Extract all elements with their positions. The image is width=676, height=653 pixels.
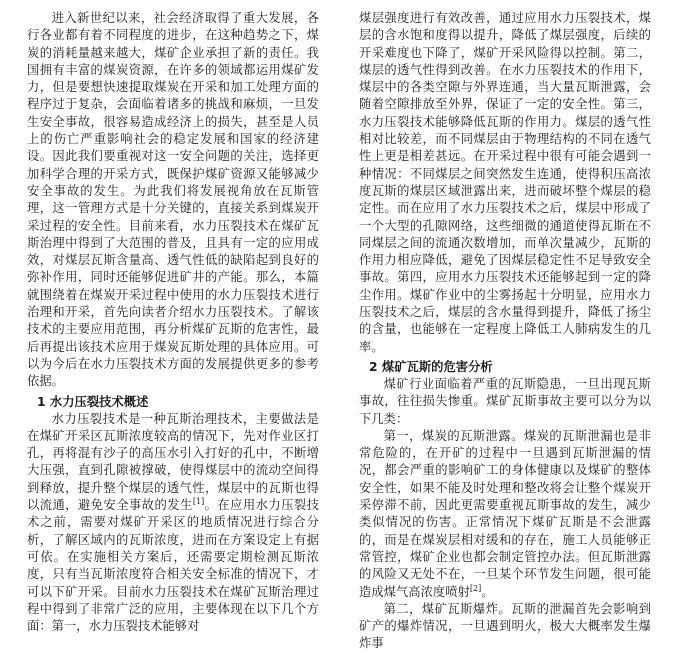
section-1-text-a: 水力压裂技术是一种瓦斯治理技术，主要做法是在煤矿开采区瓦斯浓度较高的情况下，先对作业区打孔，再将混有沙子的高压水引入打好的孔中，不断增大压强，直到孔隙被撑破，使得煤层中的流动空间得到释放，提升整个煤层的透气性，煤层中的瓦斯也得以流通，避免安全事故的发生 <box>27 411 319 513</box>
continued-paragraph: 煤层强度进行有效改善，通过应用水力压裂技术，煤层的含水饱和度得以提升，降低了煤层强度，后续的开采难度也下降了，煤矿开采风险得以控制。第二，煤层的透气性得到改善。在水力压裂技术的作用下，煤层中的各类空隙与外界连通，当大量瓦斯泄露，会随着空隙排放至外界，保证了一定的安全性。第三，水力压裂技术能够降低瓦斯的作用力。煤层的透气性相对比较差，而不同煤层由于物理结构的不同在透气性上更是相差甚远。在开采过程中很有可能会遇到一种情况：不同煤层之间突然发生连通，使得积压高浓度瓦斯的煤层区域泄露出来，进而破坏整个煤层的稳定性。而在应用了水力压裂技术之后，煤层中形成了一个大型的孔隙网络，这些细微的通道使得瓦斯在不同煤层之间的流通次数增加，而单次量减少，瓦斯的作用力相应降低，避免了因煤层稳定性不足导致安全事故。第四，应用水力压裂技术还能够起到一定的降尘作用。煤矿作业中的尘雾扬起十分明显，应用水力压裂技术之后，煤层的含水量得到提升，降低了扬尘的含量，也能够在一定程度上降低工人肺病发生的几率。 <box>359 11 651 354</box>
left-column <box>27 10 319 635</box>
intro-paragraph: 进入新世纪以来，社会经济取得了重大发展，各行各业都有着不同程度的进步，在这种趋势之下，煤炭的消耗量越来越大，煤矿企业承担了新的责任。我国拥有丰富的煤炭资源，在许多的领域都运用煤矿发力，但是要想快速提取煤炭在开采和加工处理方面的程序过于复杂，会面临着诸多的挑战和麻烦，一旦发生安全事故，很容易造成经济上的损失，甚至是人员上的伤亡严重影响社会的稳定发展和国家的经济建设。因此我们要重视对这一安全问题的关注，选择更加科学合理的开采方式，既保护煤矿资源又能够减少安全事故的发生。为此我们将发展视角放在瓦斯管理，这一管理方式是十分关键的，直接关系到煤炭开采过程的安全性。目前来看，水力压裂技术在煤矿瓦斯治理中得到了大范围的普及，且具有一定的应用成效，对煤层瓦斯含量高、透气性低的缺陷起到良好的弥补作用，同时还能够促进矿井的产能。那么，本篇就围绕着在煤炭开采过程中使用的水力压裂技术进行治理和开采，首先向读者介绍水力压裂技术。了解该技术的主要应用范围，再分析煤矿瓦斯的危害性，最后再提出该技术应用于煤炭瓦斯处理的具体应用。可以为今后在水力压裂技术方面的发展提供更多的参考依据。 <box>27 11 319 389</box>
section-1-paragraph <box>27 411 319 636</box>
section-2-intro: 煤矿行业面临着严重的瓦斯隐患，一旦出现瓦斯事故，往往损失惨重。煤矿瓦斯事故主要可以分为以下几类： <box>359 376 651 426</box>
section-1-text-b: 。在应用水力压裂技术之前，需要对煤矿开采区的地质情况进行综合分析，了解区域内的瓦斯浓度，进而在方案设定上有据可依。在实施相关方案后，还需要定期检测瓦斯浓度，只有当瓦斯浓度符合相关安全标准的情况下，才可以下矿开采。目前水力压裂技术在煤矿瓦斯治理过程中得到了非常广泛的应用，主要体现在以下几个方面：第一，水力压裂技术能够对 <box>27 498 320 634</box>
section-1-heading: 1 水力压裂技术概述 <box>37 394 149 409</box>
citation-1: [1] <box>192 496 205 506</box>
citation-2: [2] <box>469 583 482 593</box>
right-column <box>359 10 651 653</box>
section-2-second-item: 第二，煤矿瓦斯爆炸。瓦斯的泄漏首先会影响到矿产的爆炸情况，一旦遇到明火，极大大概率发生爆炸事 <box>359 601 651 651</box>
section-2-first-text-a: 第一，煤炭的瓦斯泄露。煤炭的瓦斯泄漏也是非常危险的，在开矿的过程中一旦遇到瓦斯泄漏的情况，都会严重的影响矿工的身体健康以及煤矿的整体安全性，如果不能及时处理和整改将会让整个煤炭开采停滞不前，因此更需要重视瓦斯事故的发生，减少类似情况的伤害。正常情况下煤矿瓦斯是不会泄露的，而是在煤炭层相对缓和的存在，施工人员能够正常管控，煤矿企业也都会制定管控办法。但瓦斯泄露的风险又无处不在，一旦某个环节发生问题，很可能造成煤气高浓度喷射 <box>359 428 651 599</box>
section-2-heading: 2 煤矿瓦斯的危害分析 <box>369 359 493 374</box>
section-2-first-item <box>359 428 651 601</box>
section-2-first-text-b: 。 <box>481 584 494 599</box>
